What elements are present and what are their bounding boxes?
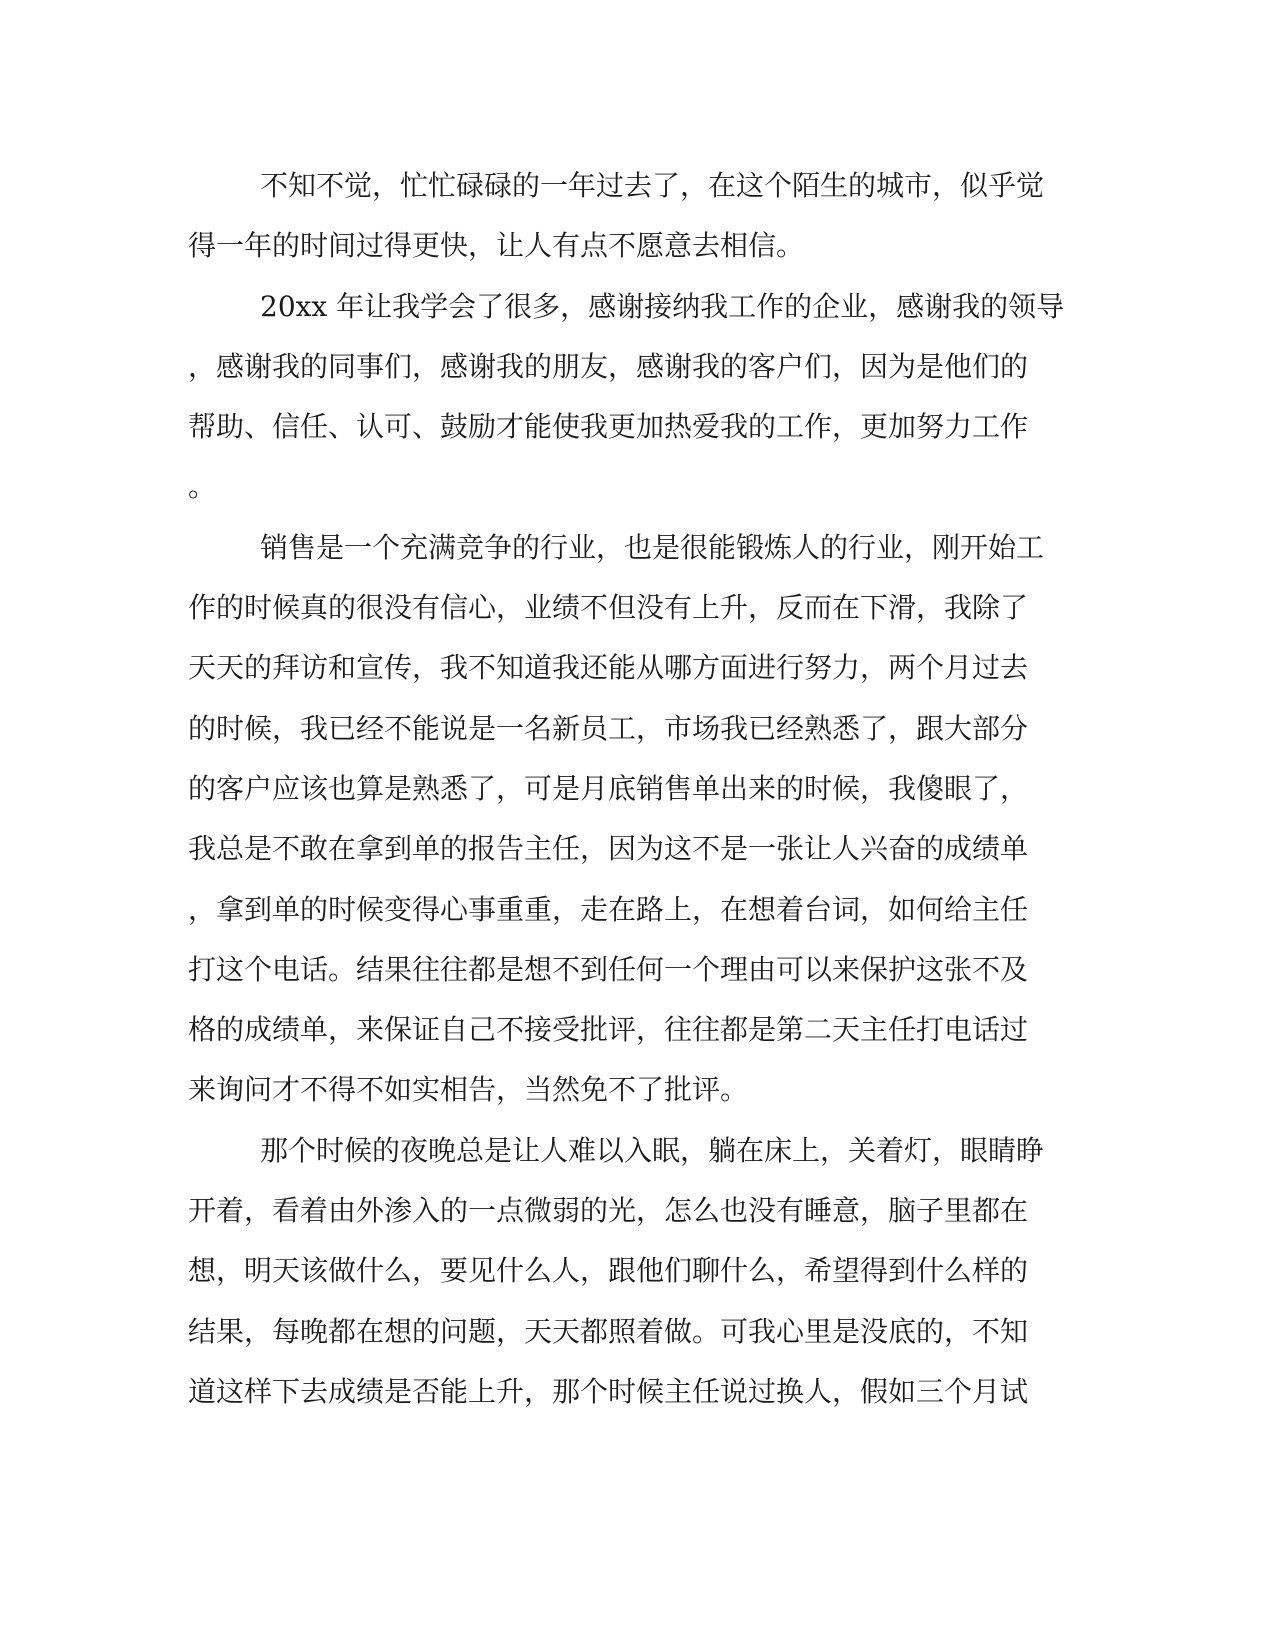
paragraph-4	[188, 1121, 1088, 1422]
text-line: 开着，看着由外渗入的一点微弱的光，怎么也没有睡意，脑子里都在	[188, 1194, 1029, 1228]
paragraph-3	[188, 518, 1088, 1121]
text-line: 。	[188, 470, 217, 504]
text-line: 20xx 年让我学会了很多，感谢接纳我工作的企业，感谢我的领导	[260, 289, 1065, 323]
paragraph-1	[188, 156, 1088, 277]
text-line: 那个时候的夜晚总是让人难以入眠，躺在床上，关着灯，眼睛睁	[260, 1133, 1045, 1167]
text-line: 格的成绩单，来保证自己不接受批评，往往都是第二天主任打电话过	[188, 1013, 1029, 1047]
text-line: 销售是一个充满竞争的行业，也是很能锻炼人的行业，刚开始工	[260, 530, 1045, 564]
text-line: 来询问才不得不如实相告，当然免不了批评。	[188, 1073, 749, 1107]
text-line: 道这样下去成绩是否能上升，那个时候主任说过换人，假如三个月试	[188, 1374, 1029, 1408]
text-line: 想，明天该做什么，要见什么人，跟他们聊什么，希望得到什么样的	[188, 1254, 1029, 1288]
text-line: 帮助、信任、认可、鼓励才能使我更加热爱我的工作，更加努力工作	[188, 410, 1029, 444]
paragraph-2	[188, 277, 1088, 518]
text-line: ，感谢我的同事们，感谢我的朋友，感谢我的客户们，因为是他们的	[188, 349, 1029, 383]
text-line: 结果，每晚都在想的问题，天天都照着做。可我心里是没底的，不知	[188, 1314, 1029, 1348]
text-line: 的客户应该也算是熟悉了，可是月底销售单出来的时候，我傻眼了，	[188, 771, 1029, 805]
text-line: 我总是不敢在拿到单的报告主任，因为这不是一张让人兴奋的成绩单	[188, 832, 1029, 866]
text-line: 打这个电话。结果往往都是想不到任何一个理由可以来保护这张不及	[188, 952, 1029, 986]
text-line: 不知不觉，忙忙碌碌的一年过去了，在这个陌生的城市，似乎觉	[260, 169, 1045, 202]
text-line: 得一年的时间过得更快，让人有点不愿意去相信。	[188, 229, 805, 263]
text-line: 天天的拜访和宣传，我不知道我还能从哪方面进行努力，两个月过去	[188, 651, 1029, 685]
document-body	[188, 156, 1088, 1422]
text-line: 的时候，我已经不能说是一名新员工，市场我已经熟悉了，跟大部分	[188, 711, 1029, 745]
text-line: ，拿到单的时候变得心事重重，走在路上，在想着台词，如何给主任	[188, 892, 1029, 926]
text-line: 作的时候真的很没有信心，业绩不但没有上升，反而在下滑，我除了	[188, 591, 1029, 625]
